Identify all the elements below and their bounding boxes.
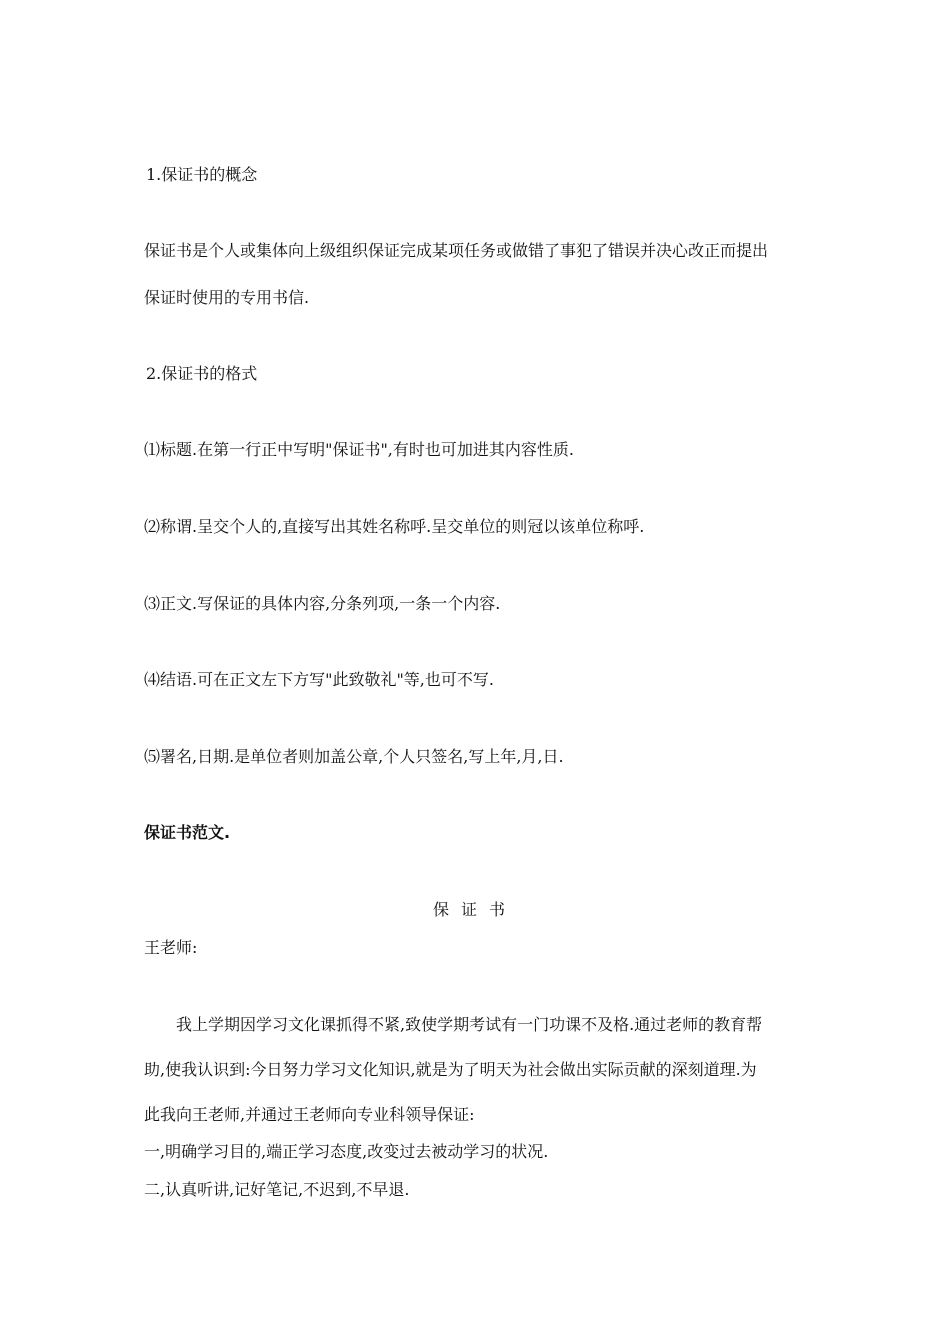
sample-title: 保证书: [432, 900, 517, 919]
sample-point-1: 一,明确学习目的,端正学习态度,改变过去被动学习的状况.: [144, 1142, 549, 1161]
concept-paragraph-line-2: 保证时使用的专用书信.: [144, 288, 310, 307]
sample-salutation: 王老师:: [144, 938, 198, 957]
format-item-signature: ⑸署名,日期.是单位者则加盖公章,个人只签名,写上年,月,日.: [144, 747, 564, 766]
concept-paragraph-line-1: 保证书是个人或集体向上级组织保证完成某项任务或做错了事犯了错误并决心改正而提出: [144, 241, 769, 260]
sample-point-2: 二,认真听讲,记好笔记,不迟到,不早退.: [144, 1180, 410, 1199]
sample-body-line-3: 此我向王老师,并通过王老师向专业科领导保证:: [144, 1105, 475, 1124]
section-heading-concept: 1.保证书的概念: [146, 165, 258, 184]
sample-body-line-2: 助,使我认识到:今日努力学习文化知识,就是为了明天为社会做出实际贡献的深刻道理.为: [144, 1060, 757, 1079]
format-item-body: ⑶正文.写保证的具体内容,分条列项,一条一个内容.: [144, 594, 501, 613]
sample-heading: 保证书范文.: [144, 823, 231, 842]
format-item-title: ⑴标题.在第一行正中写明"保证书",有时也可加进其内容性质.: [144, 440, 574, 459]
section-heading-format: 2.保证书的格式: [146, 364, 258, 383]
sample-body-line-1: 我上学期因学习文化课抓得不紧,致使学期考试有一门功课不及格.通过老师的教育帮: [176, 1015, 763, 1034]
format-item-closing: ⑷结语.可在正文左下方写"此致敬礼"等,也可不写.: [144, 670, 494, 689]
format-item-salutation: ⑵称谓.呈交个人的,直接写出其姓名称呼.呈交单位的则冠以该单位称呼.: [144, 517, 645, 536]
